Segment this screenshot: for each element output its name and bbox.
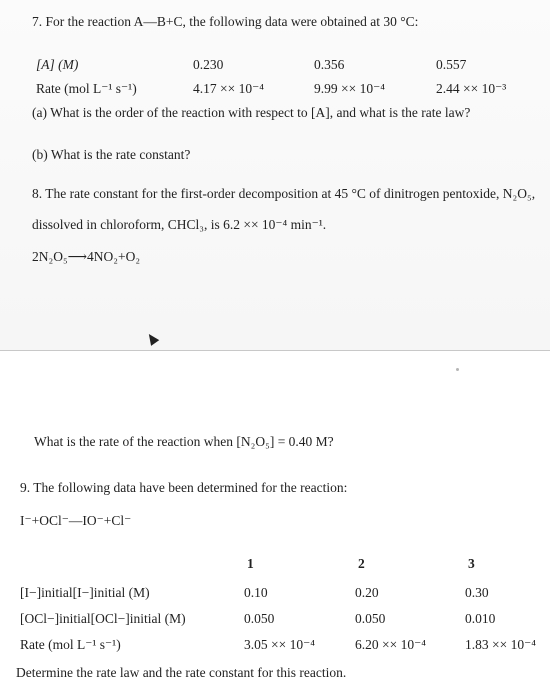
q8-equation: 2N₂O₅⟶4NO₂+O₂ [32,249,141,264]
q7-row2-v2: 9.99 ×× 10⁻⁴ [314,81,385,96]
q9-row1-v2: 0.20 [355,585,379,600]
q7-row1-v3: 0.557 [436,57,467,72]
q7-row1-v2: 0.356 [314,57,345,72]
q8-line1: 8. The rate constant for the first-order decomposition at 45 °C of dinitrogen pentoxide, N₂O₅, [32,186,536,201]
q7-row1-v1: 0.230 [193,57,224,72]
q9-row3-label: Rate (mol L⁻¹ s⁻¹) [20,637,121,652]
q7-title: 7. For the reaction A—B+C, the following data were obtained at 30 °C: [32,14,419,29]
q7-row1-label: [A] (M) [36,57,79,72]
q8-line2: dissolved in chloroform, CHCl₃, is 6.2 ×× 10⁻⁴ min⁻¹. [32,217,327,232]
q7-part-a: (a) What is the order of the reaction with respect to [A], and what is the rate law? [32,105,471,120]
q9-row1-v3: 0.30 [465,585,489,600]
q7-row2-label: Rate (mol L⁻¹ s⁻¹) [36,81,137,96]
q9-row3-v3: 1.83 ×× 10⁻⁴ [465,637,536,652]
stray-mark [456,368,459,371]
q9-row2-v1: 0.050 [244,611,275,626]
q9-row2-v3: 0.010 [465,611,496,626]
q9-row2-label: [OCl−]initial[OCl−]initial (M) [20,611,186,626]
q9-col-1: 1 [247,556,254,571]
q9-row3-v2: 6.20 ×× 10⁻⁴ [355,637,426,652]
q9-col-3: 3 [468,556,475,571]
q9-row1-label: [I−]initial[I−]initial (M) [20,585,150,600]
q7-row2-v3: 2.44 ×× 10⁻³ [436,81,507,96]
q9-equation: I⁻+OCl⁻—IO⁻+Cl⁻ [20,513,132,528]
q9-title: 9. The following data have been determined for the reaction: [20,480,348,495]
q7-row2-v1: 4.17 ×× 10⁻⁴ [193,81,264,96]
page-divider [0,350,550,351]
q9-row1-v1: 0.10 [244,585,268,600]
q9-col-2: 2 [358,556,365,571]
q7-part-b: (b) What is the rate constant? [32,147,191,162]
q9-row2-v2: 0.050 [355,611,386,626]
q9-row3-v1: 3.05 ×× 10⁻⁴ [244,637,315,652]
q8-question: What is the rate of the reaction when [N₂O₅] = 0.40 M? [34,434,334,449]
q9-question: Determine the rate law and the rate constant for this reaction. [16,665,347,680]
